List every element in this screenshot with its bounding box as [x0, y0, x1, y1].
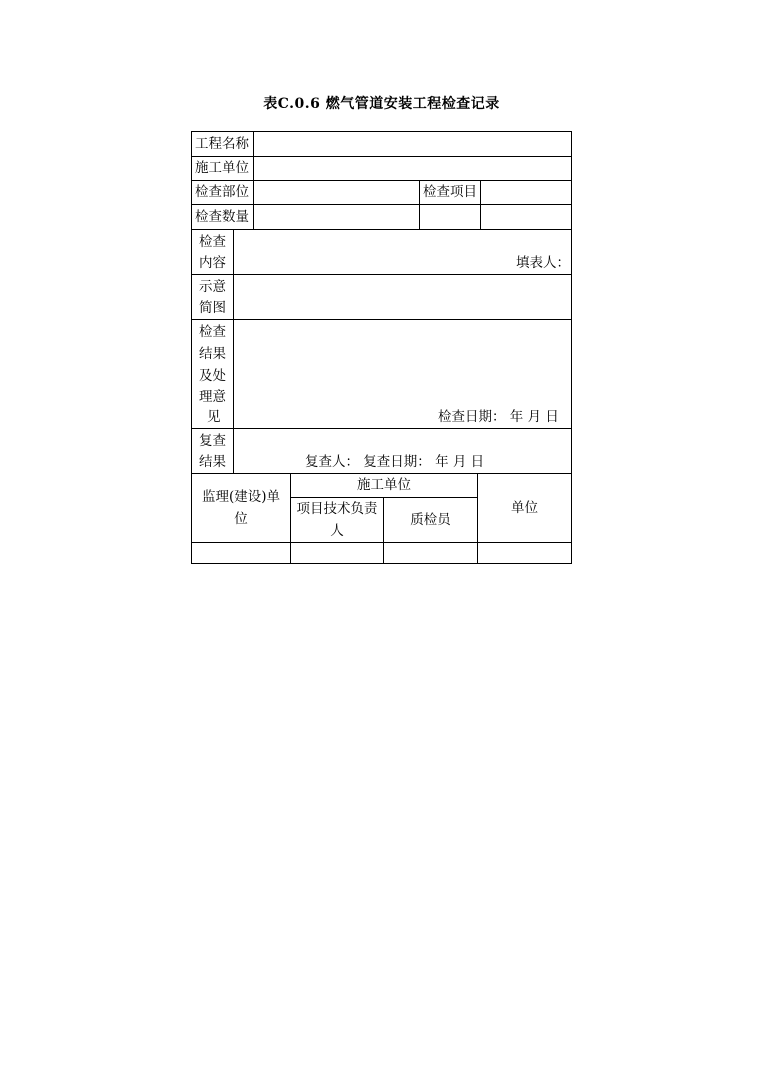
construction-unit-label: 施工单位	[195, 160, 249, 176]
project-name-field[interactable]	[254, 132, 571, 156]
recheck-label-line1: 复查	[199, 433, 226, 449]
inspection-quantity-label: 检查数量	[195, 209, 249, 225]
rechecker-label: 复查人： 复查日期： 年 月 日	[305, 454, 485, 470]
inspection-date-label: 检查日期： 年 月 日	[438, 409, 559, 425]
inspection-item-field[interactable]	[481, 181, 571, 204]
result-label-line5: 见	[207, 409, 221, 425]
result-field[interactable]	[234, 320, 571, 404]
inspection-part-label: 检查部位	[195, 184, 249, 200]
quality-inspector-label: 质检员	[410, 512, 451, 528]
filler-label: 填表人：	[516, 255, 570, 271]
unit-label: 单位	[511, 500, 538, 516]
unit-signature-field[interactable]	[478, 543, 571, 563]
form-title: 表C.0.6 燃气管道安装工程检查记录	[263, 96, 500, 112]
supervision-unit-label-line2: 位	[234, 511, 248, 527]
column-divider	[419, 180, 420, 229]
inspection-record-table	[191, 131, 572, 564]
quality-inspector-signature-field[interactable]	[384, 543, 477, 563]
inspection-part-field[interactable]	[254, 181, 419, 204]
construction-unit-field[interactable]	[254, 157, 571, 180]
inspection-content-label-line2: 内容	[199, 255, 226, 271]
diagram-label-line1: 示意	[199, 279, 226, 295]
recheck-field[interactable]	[234, 429, 571, 450]
tech-lead-signature-field[interactable]	[291, 543, 383, 563]
inspection-content-field[interactable]	[234, 230, 571, 250]
tech-lead-label-line1: 项目技术负责	[296, 501, 378, 517]
diagram-field[interactable]	[234, 275, 571, 319]
tech-lead-label-line2: 人	[330, 523, 344, 539]
supervision-signature-field[interactable]	[192, 543, 290, 563]
diagram-label-line2: 简图	[199, 300, 226, 316]
inspection-quantity-field[interactable]	[254, 205, 419, 229]
result-label-line2: 结果	[199, 346, 226, 362]
result-label-line4: 理意	[199, 389, 226, 405]
supervision-unit-label-line1: 监理(建设)单	[201, 489, 281, 505]
inspection-item-label: 检查项目	[423, 184, 477, 200]
construction-unit-group-label: 施工单位	[357, 477, 411, 493]
recheck-label-line2: 结果	[199, 454, 226, 470]
project-name-label: 工程名称	[195, 136, 249, 152]
result-label-line3: 及处	[199, 368, 226, 384]
result-label-line1: 检查	[199, 324, 226, 340]
inspection-content-label-line1: 检查	[199, 234, 226, 250]
